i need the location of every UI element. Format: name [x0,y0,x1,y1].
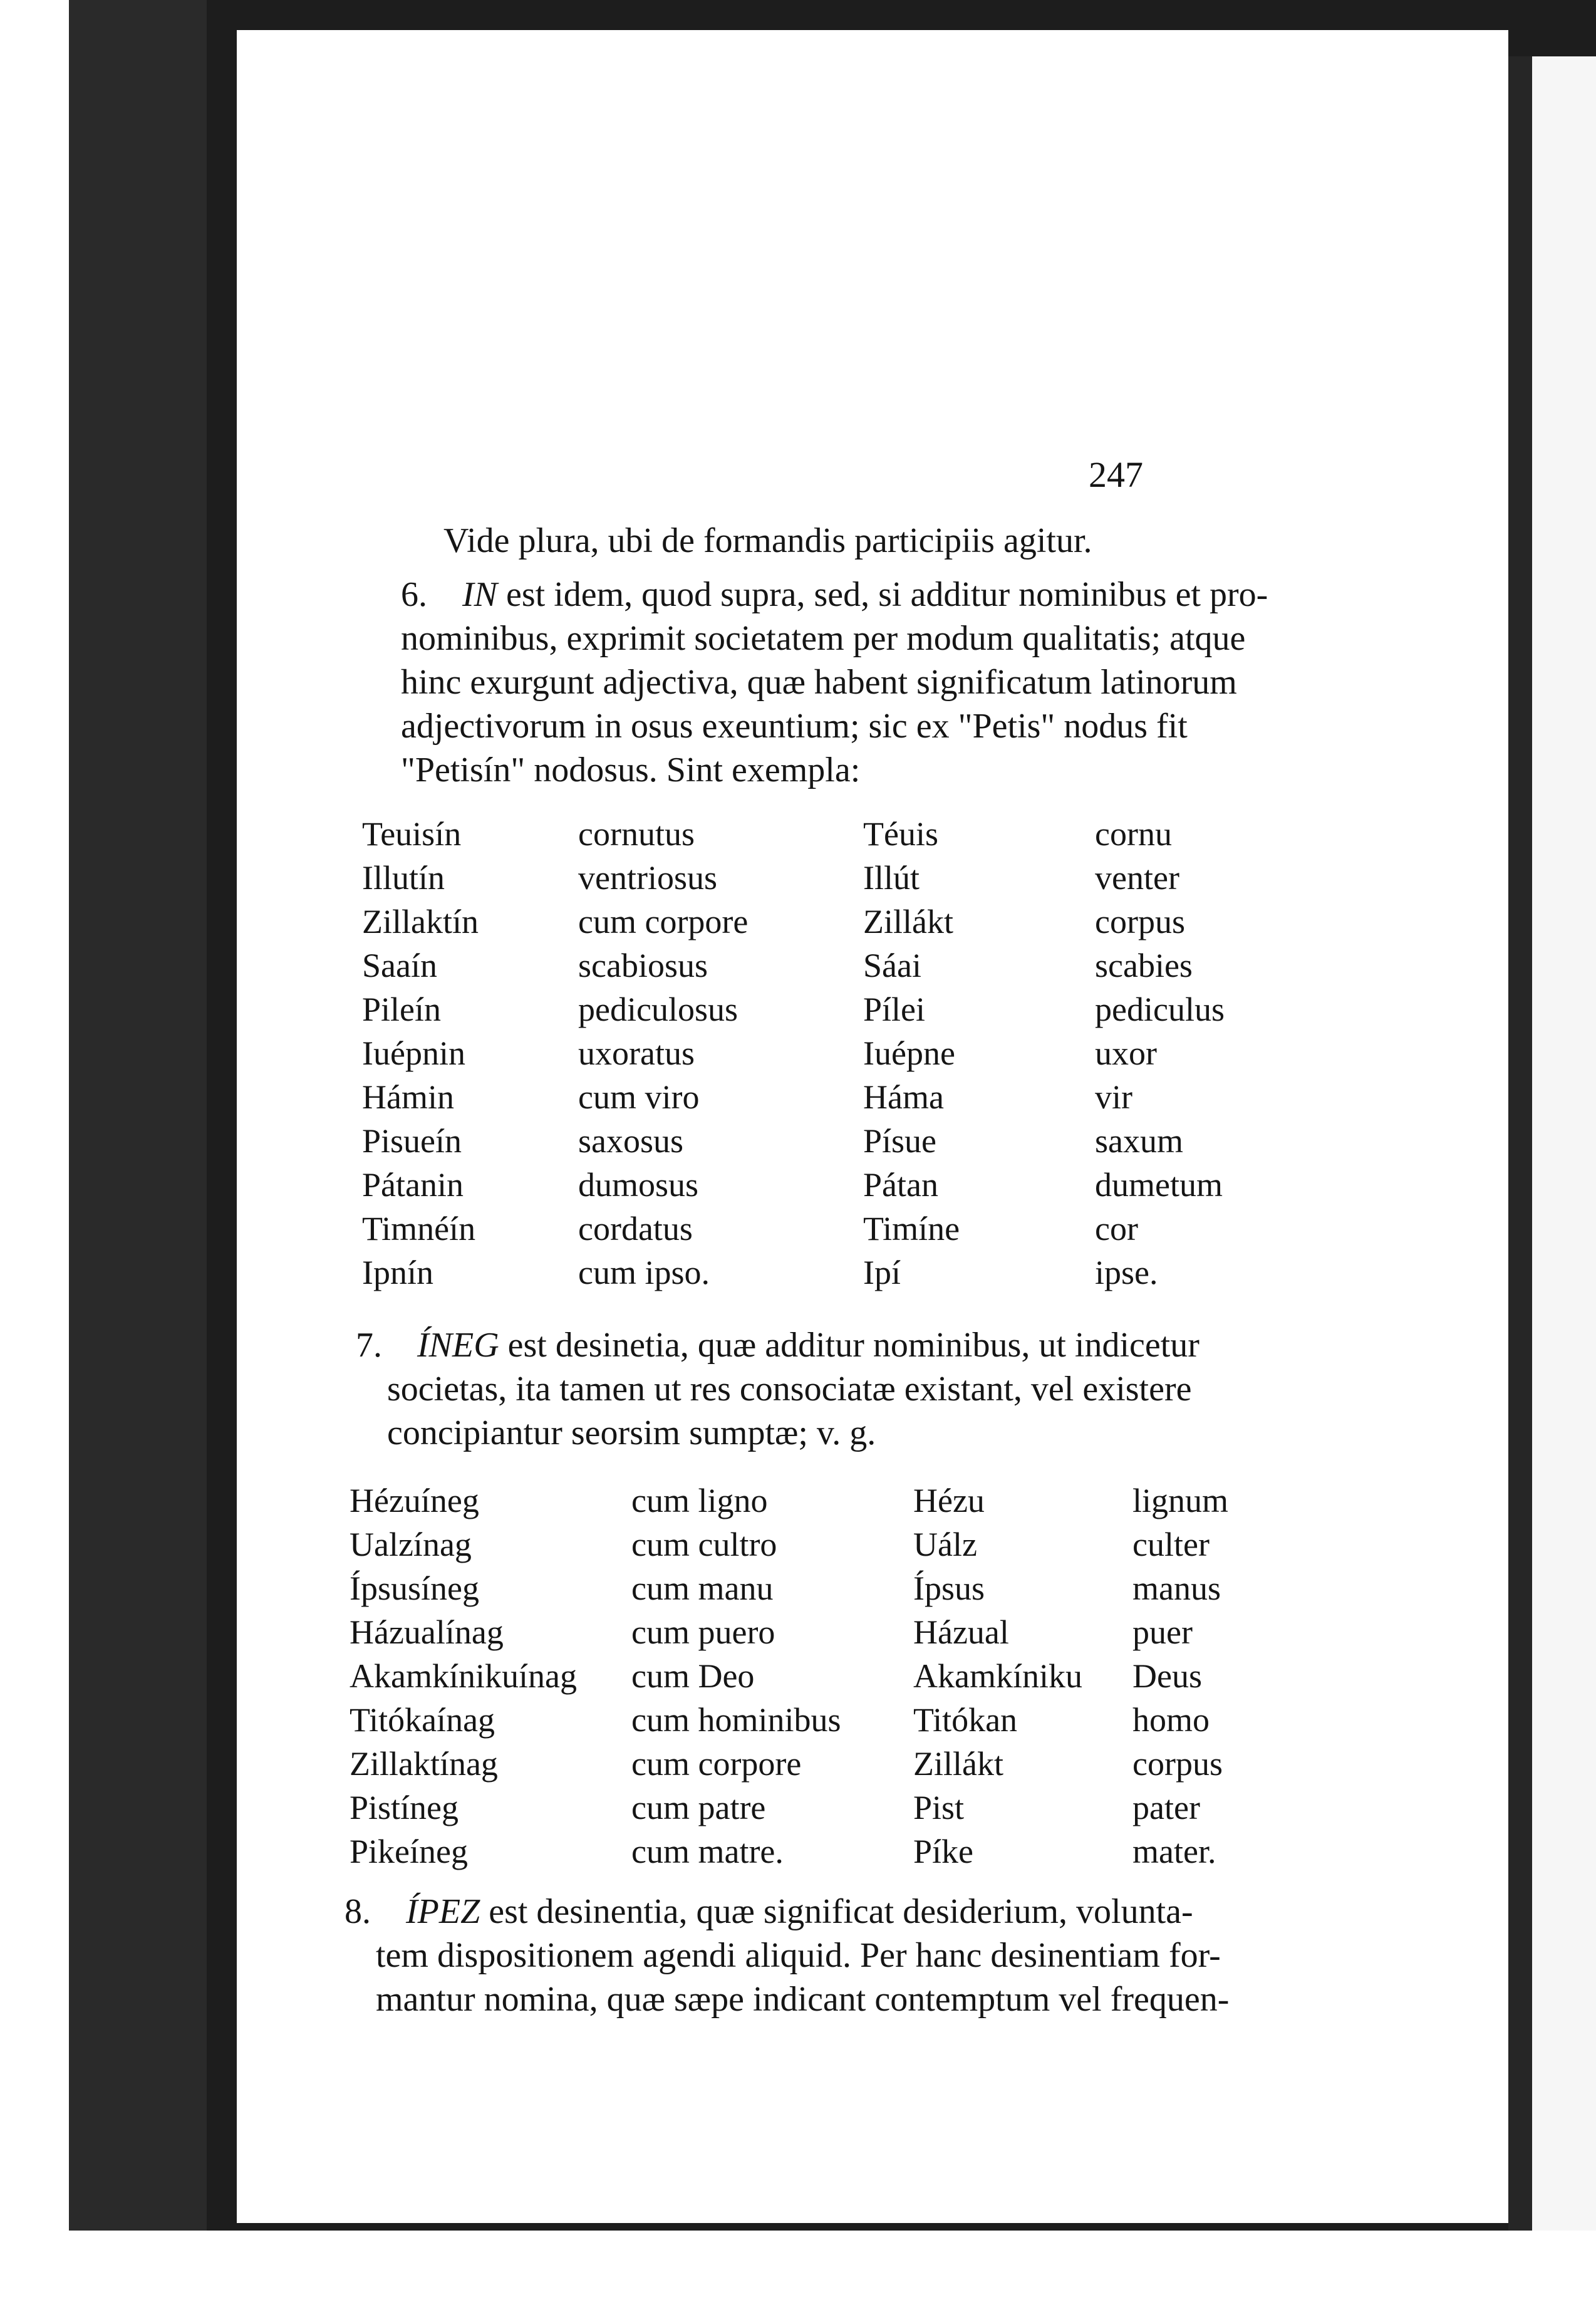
table-7-base: Pist [913,1789,965,1826]
table-7-base-latin: puer [1132,1613,1193,1651]
table-6-derived-latin: saxosus [578,1122,684,1160]
table-7-base: Píke [913,1833,974,1870]
table-7-derived: Házualínag [350,1613,504,1651]
section-8 [345,1890,1434,2021]
table-7-derived: Hézuíneg [350,1482,479,1519]
table-7-derived-latin: cum matre. [631,1833,784,1870]
table-7-base-latin-col [1132,1479,1228,1873]
table-7-base-latin: Deus [1132,1657,1202,1695]
table-6-base: Iuépne [863,1034,955,1072]
table-6-derived: Pisueín [362,1122,462,1160]
table-7-derived: Pikeíneg [350,1833,468,1870]
table-6-derived-latin: dumosus [578,1166,699,1204]
table-7-derived-latin-col [631,1479,841,1873]
table-7-derived: Ípsusíneg [350,1570,479,1607]
table-7-base-latin: pater [1132,1789,1200,1826]
table-6-base: Sáai [863,947,921,984]
table-6-derived-latin: cum corpore [578,903,749,940]
table-6-base-latin: saxum [1095,1122,1183,1160]
table-6-base: Písue [863,1122,937,1160]
table-7-derived-col [350,1479,577,1873]
table-6-derived: Timnéín [362,1210,476,1247]
section-8-text-1: est desinentia, quæ significat desiderium, volunta- [480,1892,1193,1931]
scan-margin [0,0,69,2312]
section-6-term: IN [462,575,497,614]
table-6-base-latin: dumetum [1095,1166,1223,1204]
table-6-base: Pátan [863,1166,938,1204]
table-6-derived: Teuisín [362,815,462,853]
table-6-derived-latin: cum viro [578,1078,700,1116]
page-number: 247 [1089,454,1143,495]
table-6-base-latin: scabies [1095,947,1193,984]
table-6-base: Zillákt [863,903,953,940]
section-6 [401,573,1428,792]
section-8-line-2: tem dispositionem agendi aliquid. Per hanc desinentiam for- [376,1936,1221,1975]
table-6-derived-latin-col [578,812,748,1294]
table-6-base: Téuis [863,815,938,853]
table-6-derived-latin: scabiosus [578,947,708,984]
table-7-derived-latin: cum corpore [631,1745,802,1783]
table-6-derived-latin: pediculosus [578,991,738,1028]
table-7-derived: Zillaktínag [350,1745,498,1783]
table-6-base-col [863,812,960,1294]
table-7-base-latin: culter [1132,1526,1210,1563]
section-8-line-3: mantur nomina, quæ sæpe indicant contemptum vel frequen- [376,1980,1230,2019]
table-6-base-latin: cor [1095,1210,1138,1247]
table-6-base-latin: vir [1095,1078,1132,1116]
table-6-base-latin: cornu [1095,815,1172,853]
table-7-derived-latin: cum manu [631,1570,774,1607]
table-6-base-latin: corpus [1095,903,1185,940]
table-6-base-latin: uxor [1095,1034,1157,1072]
table-6-derived-latin: cum ipso. [578,1254,710,1291]
section-8-number: 8. [345,1892,371,1931]
table-6-base-latin: ipse. [1095,1254,1158,1291]
table-7-derived-latin: cum cultro [631,1526,777,1563]
section-7-line-1 [356,1323,1433,1367]
table-6 [362,812,1439,1301]
table-6-derived-col [362,812,479,1294]
table-7-base: Hézu [913,1482,985,1519]
scan-bottom-margin [0,2231,1596,2312]
section-6-text-1: est idem, quod supra, sed, si additur nominibus et pro- [497,575,1268,614]
table-6-base-latin-col [1095,812,1225,1294]
section-7-line-3: concipiantur seorsim sumptæ; v. g. [387,1414,876,1452]
table-7-base-latin: homo [1132,1701,1210,1739]
table-7-derived-latin: cum ligno [631,1482,768,1519]
section-6-line-5: "Petisín" nodosus. Sint exempla: [401,751,861,789]
table-7-derived: Pistíneg [350,1789,459,1826]
table-7-derived-latin: cum hominibus [631,1701,841,1739]
table-6-base-latin: pediculus [1095,991,1225,1028]
section-6-line-3: hinc exurgunt adjectiva, quæ habent significatum latinorum [401,663,1237,702]
table-7-derived: Ualzínag [350,1526,472,1563]
table-7-base: Zillákt [913,1745,1003,1783]
table-7-base-latin: mater. [1132,1833,1216,1870]
table-7-derived-latin: cum puero [631,1613,775,1651]
table-6-base: Illút [863,859,920,897]
table-6-derived: Hámin [362,1078,454,1116]
section-7-line-2: societas, ita tamen ut res consociatæ existant, vel existere [387,1370,1192,1409]
facing-page-shadow [1508,56,1532,2249]
table-7-derived: Titókaínag [350,1701,495,1739]
table-6-derived: Pileín [362,991,442,1028]
table-6-base: Timíne [863,1210,960,1247]
table-6-derived: Zillaktín [362,903,479,940]
table-7-base: Ípsus [913,1570,985,1607]
table-7-base: Uálz [913,1526,977,1563]
section-8-term: ÍPEZ [406,1892,480,1931]
table-7-derived-latin: cum patre [631,1789,766,1826]
intro-text: Vide plura, ubi de formandis participiis agitur. [443,521,1092,560]
table-7-base-latin: corpus [1132,1745,1223,1783]
table-7 [350,1479,1433,1880]
table-7-base: Akamkíniku [913,1657,1082,1695]
table-7-base: Titókan [913,1701,1018,1739]
table-6-derived-latin: uxoratus [578,1034,695,1072]
table-6-derived-latin: ventriosus [578,859,717,897]
table-6-derived-latin: cordatus [578,1210,693,1247]
section-7 [356,1323,1433,1455]
table-6-base: Pílei [863,991,926,1028]
section-8-line-1 [345,1890,1434,1934]
table-7-base: Házual [913,1613,1009,1651]
table-6-derived: Ipnín [362,1254,433,1291]
section-6-line-2: nominibus, exprimit societatem per modum qualitatis; atque [401,619,1246,658]
table-6-base: Háma [863,1078,944,1116]
book-page [237,30,1508,2223]
table-6-base: Ipí [863,1254,901,1291]
table-6-derived: Pátanin [362,1166,464,1204]
table-6-derived: Saaín [362,947,437,984]
table-6-derived-latin: cornutus [578,815,695,853]
section-6-number: 6. [401,575,427,614]
section-7-term: ÍNEG [417,1326,499,1365]
table-7-derived-latin: cum Deo [631,1657,755,1695]
table-7-base-latin: manus [1132,1570,1221,1607]
section-7-number: 7. [356,1326,382,1365]
table-7-derived: Akamkínikuínag [350,1657,577,1695]
section-6-line-1 [401,573,1428,617]
table-6-derived: Illutín [362,859,445,897]
table-6-base-latin: venter [1095,859,1179,897]
intro-line [443,519,1446,563]
section-6-line-4: adjectivorum in osus exeuntium; sic ex "Petis" nodus fit [401,707,1188,746]
table-6-derived: Iuépnin [362,1034,465,1072]
table-7-base-latin: lignum [1132,1482,1229,1519]
table-7-base-col [913,1479,1082,1873]
section-7-text-1: est desinetia, quæ additur nominibus, ut indicetur [499,1326,1200,1365]
